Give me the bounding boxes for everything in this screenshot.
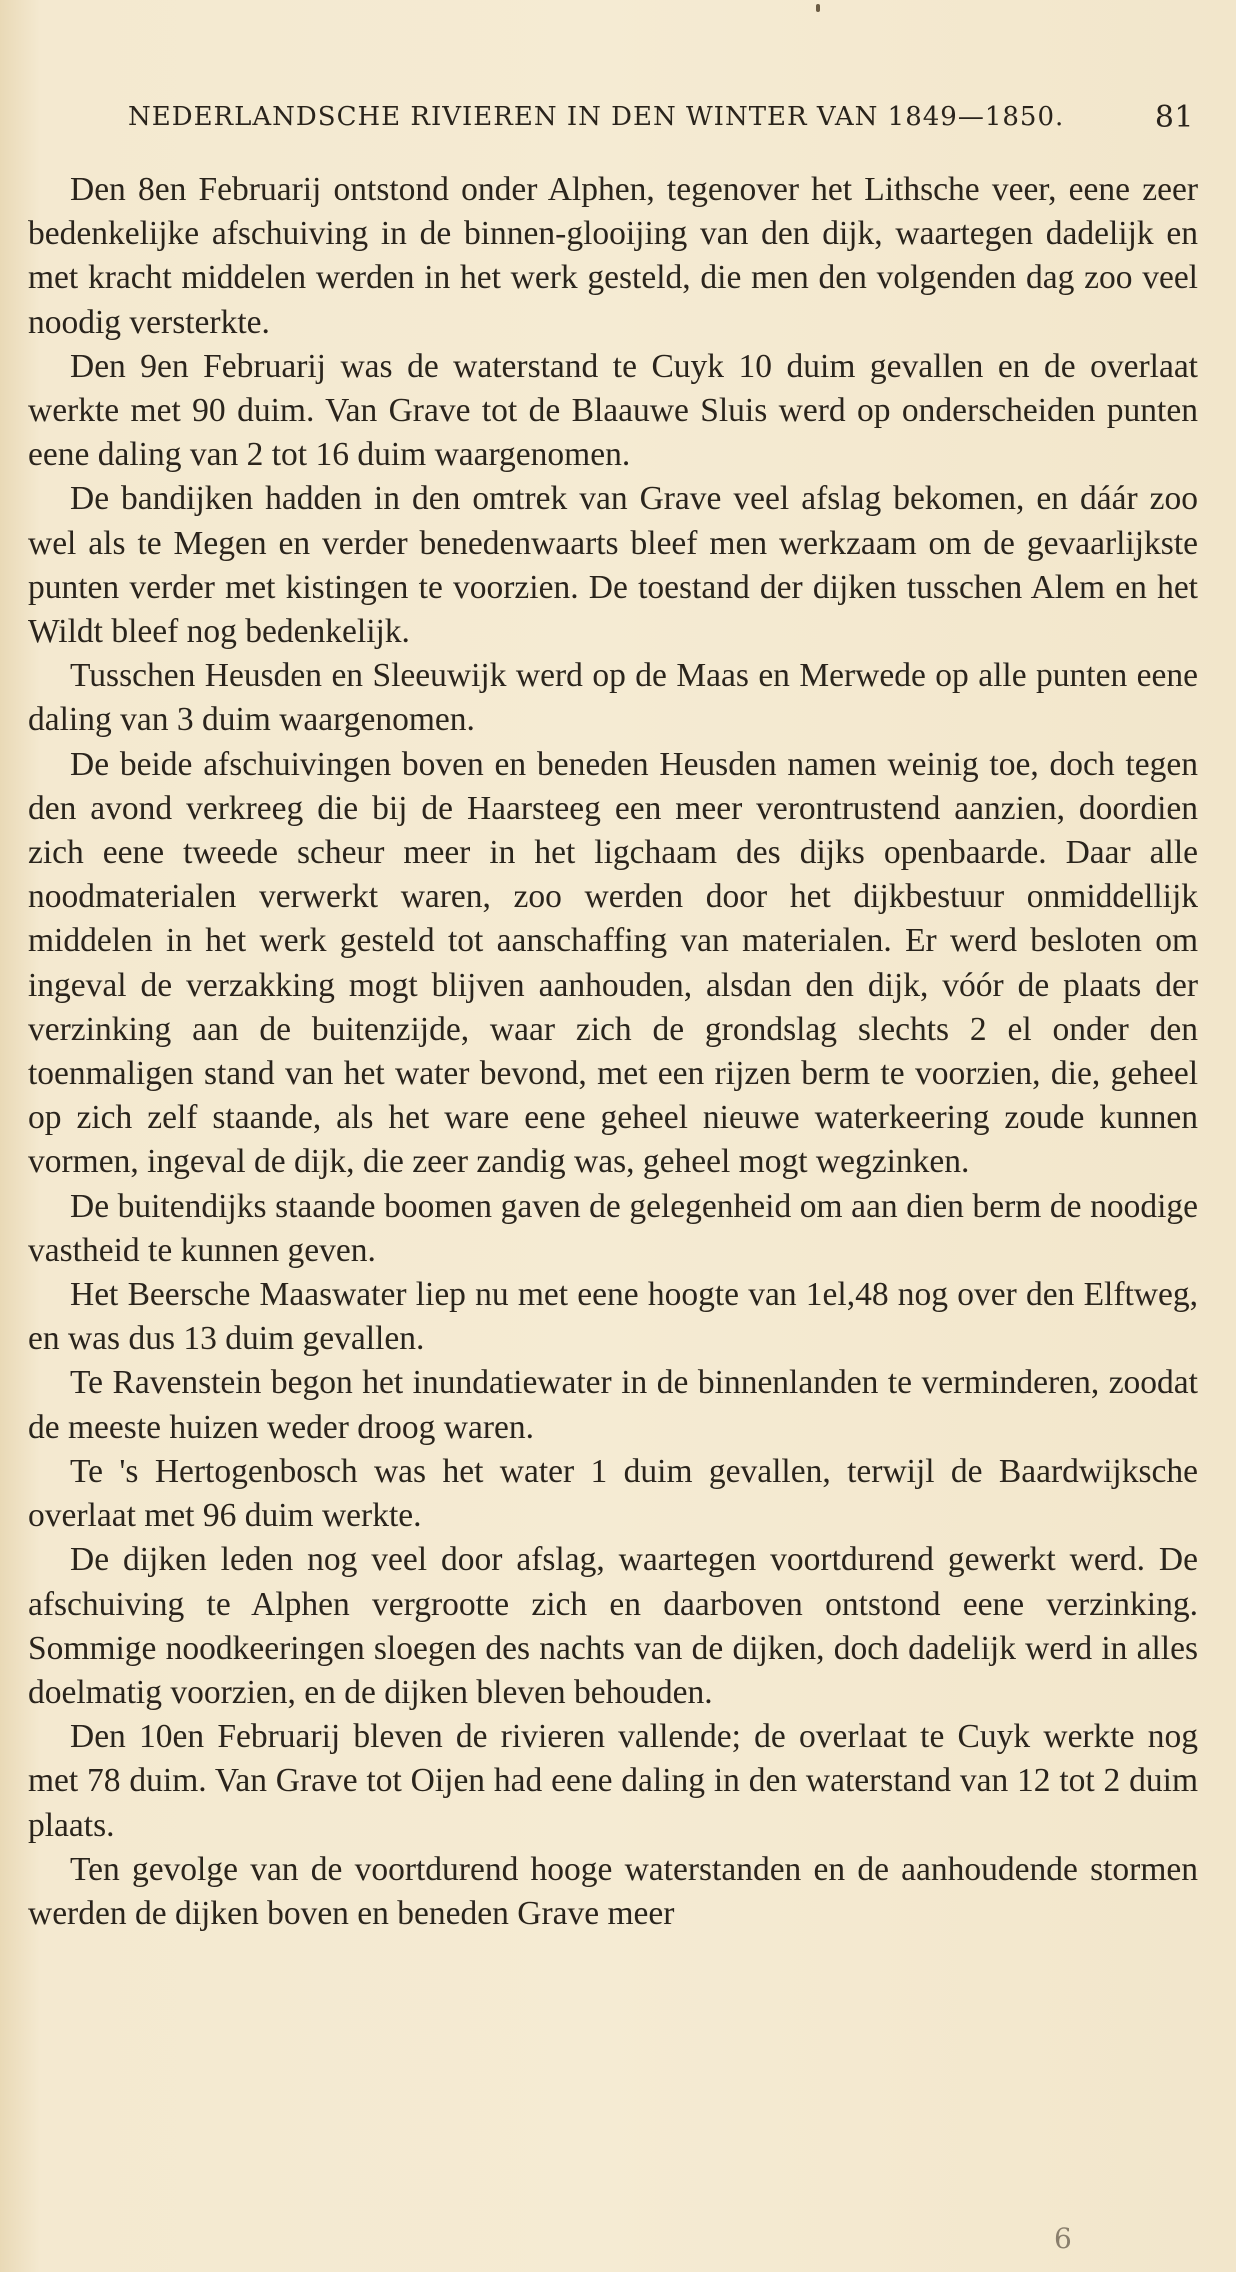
paragraph: De beide afschuivingen boven en beneden Heusden namen weinig toe, doch tegen den avond verkreeg die bij de Haarsteeg een meer verontrustend aanzien, doordien zich eene tweede scheur meer in het ligchaam des dijks openbaarde. Daar alle noodmaterialen verwerkt waren, zoo werden door het dijkbestuur onmiddellijk middelen in het werk gesteld tot aanschaffing van materialen. Er werd besloten om ingeval de verzakking mogt blijven aanhouden, alsdan den dijk, vóór de plaats der verzinking aan de buitenzijde, waar zich de grondslag slechts 2 el onder den toenmaligen stand van het water bevond, met een rijzen berm te voorzien, die, geheel op zich zelf staande, als het ware eene geheel nieuwe waterkeering zoude kunnen vormen, ingeval de dijk, die zeer zandig was, geheel mogt wegzinken. — [28, 745, 1198, 1181]
paragraph: De dijken leden nog veel door afslag, waartegen voortdurend gewerkt werd. De afschuiving te Alphen vergrootte zich en daarboven ontstond eene verzinking. Sommige noodkeeringen sloegen des nachts van de dijken, doch dadelijk werd in alles doelmatig voorzien, en de dijken bleven behouden. — [28, 1541, 1198, 1711]
running-head: NEDERLANDSCHE RIVIEREN IN DEN WINTER VAN 1849—1850. — [128, 102, 1065, 132]
paragraph: De buitendijks staande boomen gaven de gelegenheid om aan dien berm de noodige vastheid te kunnen geven. — [28, 1187, 1198, 1269]
paragraph: Het Beersche Maaswater liep nu met eene hoogte van 1el,48 nog over den Elftweg, en was dus 13 duim gevallen. — [28, 1276, 1198, 1358]
paragraph: Den 9en Februarij was de waterstand te Cuyk 10 duim gevallen en de overlaat werkte met 90 duim. Van Grave tot de Blaauwe Sluis werd op onderscheiden punten eene daling van 2 tot 16 duim waargenomen. — [28, 347, 1198, 474]
paragraph: Te Ravenstein begon het inundatiewater in de binnenlanden te verminderen, zoodat de meeste huizen weder droog waren. — [28, 1364, 1198, 1446]
paragraph: Tusschen Heusden en Sleeuwijk werd op de Maas en Merwede op alle punten eene daling van 3 duim waargenomen. — [28, 657, 1198, 739]
paragraph: De bandijken hadden in den omtrek van Grave veel afslag bekomen, en dáár zoo wel als te Megen en verder benedenwaarts bleef men werkzaam om de gevaarlijkste punten verder met kistingen te voorzien. De toestand der dijken tusschen Alem en het Wildt bleef nog bedenkelijk. — [28, 480, 1198, 651]
paragraph: Den 10en Februarij bleven de rivieren vallende; de overlaat te Cuyk werkte nog met 78 duim. Van Grave tot Oijen had eene daling in den waterstand van 12 tot 2 duim plaats. — [28, 1718, 1198, 1844]
ink-speck — [816, 4, 820, 12]
paragraph: Ten gevolge van de voortdurend hooge waterstanden en de aanhoudende stormen werden de dijken boven en beneden Grave meer — [28, 1850, 1198, 1932]
page-number: 81 — [1154, 100, 1194, 135]
paragraph: Den 8en Februarij ontstond onder Alphen, tegenover het Lithsche veer, eene zeer bedenkelijke afschuiving in de binnen-glooijing van den dijk, waartegen dadelijk en met kracht middelen werden in het werk gesteld, die men den volgenden dag zoo veel noodig versterkte. — [28, 171, 1198, 341]
signature-mark: 6 — [1054, 2222, 1072, 2255]
page-header — [128, 96, 1194, 142]
body-text — [28, 168, 1198, 1936]
paragraph: Te 's Hertogenbosch was het water 1 duim gevallen, terwijl de Baardwijksche overlaat met 96 duim werkte. — [28, 1452, 1198, 1535]
